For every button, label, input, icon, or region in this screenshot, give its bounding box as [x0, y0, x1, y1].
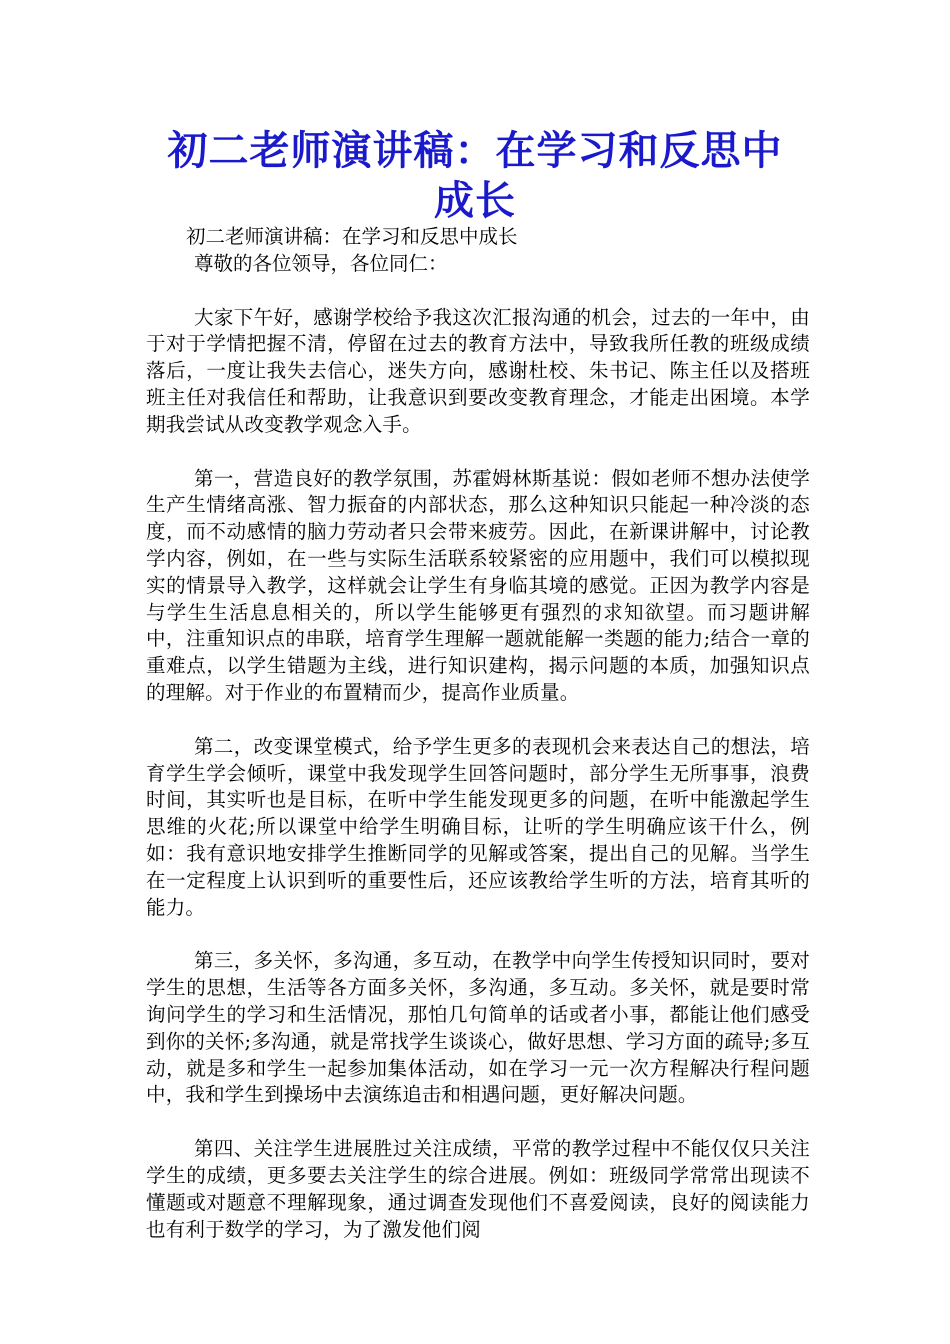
paragraph: 第二，改变课堂模式，给予学生更多的表现机会来表达自己的想法，培育学生学会倾听，课堂中我发现学生回答问题时，部分学生无所事事，浪费时间，其实听也是目标，在听中学生能发现更多的问题，在听中能激起学生思维的火花;所以课堂中给学生明确目标，让听的学生明确应该干什么，例如：我有意识地安排学生推断同学的见解或答案，提出自己的见解。当学生在一定程度上认识到听的重要性后，还应该教给学生听的方法，培育其听的能力。 — [146, 734, 810, 919]
paragraph: 第四、关注学生进展胜过关注成绩，平常的教学过程中不能仅仅只关注学生的成绩，更多要去关注学生的综合进展。例如：班级同学常常出现读不懂题或对题意不理解现象，通过调查发现他们不喜爱阅读，良好的阅读能力也有利于数学的学习，为了激发他们阅 — [146, 1137, 810, 1241]
paragraph: 大家下午好，感谢学校给予我这次汇报沟通的机会，过去的一年中，由于对于学情把握不清，停留在过去的教育方法中，导致我所任教的班级成绩落后，一度让我失去信心，迷失方向，感谢杜校、朱书记、陈主任以及搭班班主任对我信任和帮助，让我意识到要改变教育理念，才能走出困境。本学期我尝试从改变教学观念入手。 — [146, 305, 810, 436]
salutation: 尊敬的各位领导，各位同仁： — [194, 251, 448, 275]
paragraph: 第一，营造良好的教学氛围，苏霍姆林斯基说：假如老师不想办法使学生产生情绪高涨、智力振奋的内部状态，那么这种知识只能起一种冷淡的态度，而不动感情的脑力劳动者只会带来疲劳。因此，在新课讲解中，讨论教学内容，例如，在一些与实际生活联系较紧密的应用题中，我们可以模拟现实的情景导入教学，这样就会让学生有身临其境的感觉。正因为教学内容是与学生生活息息相关的，所以学生能够更有强烈的求知欲望。而习题讲解中，注重知识点的串联，培育学生理解一题就能解一类题的能力;结合一章的重难点，以学生错题为主线，进行知识建构，揭示问题的本质，加强知识点的理解。对于作业的布置精而少，提高作业质量。 — [146, 466, 810, 704]
document-title — [140, 126, 810, 226]
paragraph: 第三，多关怀，多沟通，多互动，在教学中向学生传授知识同时，要对学生的思想，生活等各方面多关怀，多沟通，多互动。多关怀，就是要时常询问学生的学习和生活情况，那怕几句简单的话或者小事，都能让他们感受到你的关怀;多沟通，就是常找学生谈谈心，做好思想、学习方面的疏导;多互动，就是多和学生一起参加集体活动，如在学习一元一次方程解决行程问题中，我和学生到操场中去演练追击和相遇问题，更好解决问题。 — [146, 949, 810, 1107]
title-line-2: 成长 — [434, 178, 516, 224]
title-line-1: 初二老师演讲稿：在学习和反思中 — [167, 128, 783, 174]
document-body — [146, 224, 810, 1270]
subtitle: 初二老师演讲稿：在学习和反思中成长 — [186, 225, 518, 248]
